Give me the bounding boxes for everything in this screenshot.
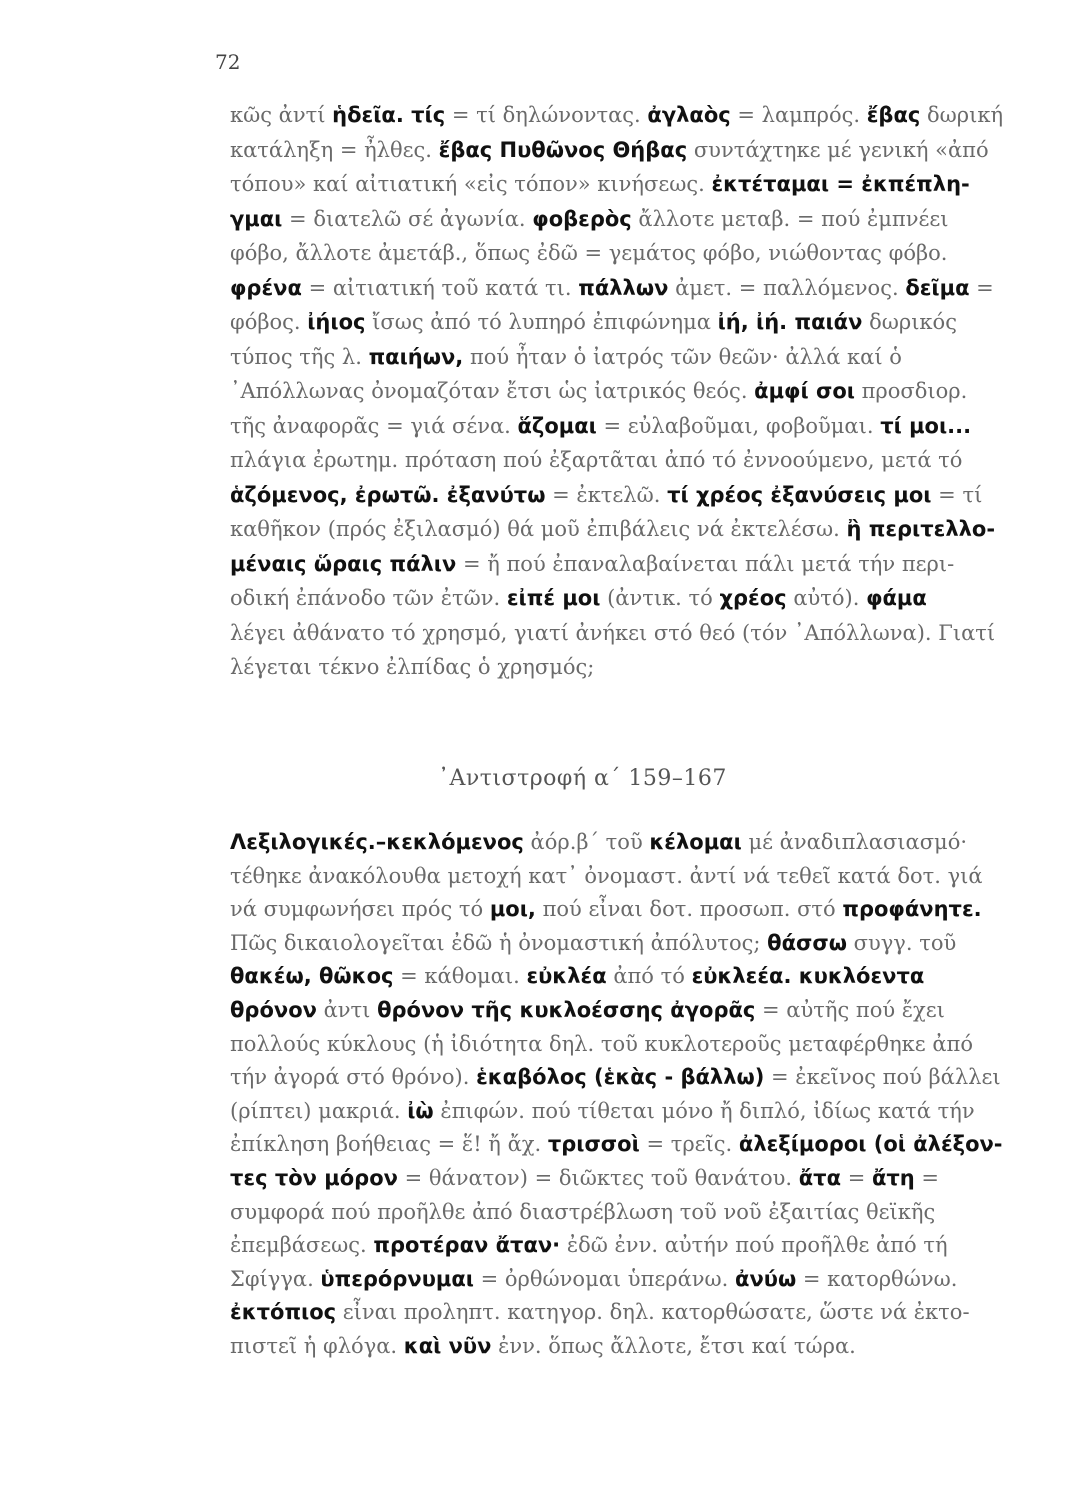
headword: ἅζομαι xyxy=(517,413,597,438)
headword: ἑκαβόλος (ἑκὰς - βάλλω) xyxy=(476,1065,765,1090)
gloss-text: συγγ. τοῦ xyxy=(846,930,957,955)
gloss-text: πιστεῖ ἡ φλόγα. xyxy=(230,1333,404,1358)
headword: δεῖμα xyxy=(905,275,970,300)
vocabulary-paragraph xyxy=(230,826,1003,1364)
gloss-text: νά συμφωνήσει πρός τό xyxy=(230,897,490,922)
gloss-text: τήν ἀγορά στό θρόνο). xyxy=(230,1065,477,1090)
gloss-text: = ἤ πού ἐπαναλαβαίνεται πάλι μετά τήν περι- xyxy=(456,551,955,576)
text-line xyxy=(230,650,870,685)
gloss-text: καθῆκον (πρός ἐξιλασμό) θά μοῦ ἐπιβάλεις νά ἐκτελέσω. xyxy=(230,517,847,541)
text-line xyxy=(230,305,957,340)
gloss-text: πού εἶναι δοτ. προσωπ. στό xyxy=(535,897,843,922)
text-line xyxy=(230,98,1004,133)
headword: ἐκτέταμαι = ἐκπέπλη- xyxy=(711,172,970,196)
gloss-text: Πῶς δικαιολογεῖται ἐδῶ ἡ ὀνομαστική ἀπόλυτος; xyxy=(230,930,768,955)
gloss-text: πολλούς κύκλους (ἡ ἰδιότητα δηλ. τοῦ κυκλοτεροῦς μεταφέρθηκε ἀπό xyxy=(230,1031,973,1056)
gloss-text: λέγεται τέκνο ἐλπίδας ὁ χρησμός; xyxy=(230,655,595,679)
headword: εἰπέ μοι xyxy=(506,586,601,610)
gloss-text: ἐπιφών. πού τίθεται μόνο ἤ διπλό, ἰδίως κατά τήν xyxy=(433,1098,975,1123)
gloss-text: = τί δηλώνοντας. xyxy=(445,103,648,127)
gloss-text: συντάχτηκε μέ γενική «ἀπό xyxy=(687,137,989,162)
gloss-text: δωρική xyxy=(920,103,1004,127)
gloss-text: κατάληξη = ἦλθες. xyxy=(230,137,439,162)
commentary-paragraph xyxy=(230,98,1004,685)
headword: ἄτα xyxy=(798,1165,842,1190)
gloss-text: τόπου» καί αἰτιατική «εἰς τόπον» κινήσεως. xyxy=(230,172,712,196)
headword: θρόνον τῆς κυκλοέσσης ἀγορᾶς xyxy=(377,997,756,1022)
gloss-text: δωρικός xyxy=(862,310,957,334)
gloss-text: ἀμετ. = παλλόμενος. xyxy=(668,275,906,300)
gloss-text: φόβο, ἄλλοτε ἀμετάβ., ὅπως ἐδῶ = γεμάτος φόβο, νιώθοντας φόβο. xyxy=(230,241,948,265)
headword: εὐκλέα xyxy=(526,964,607,989)
text-line xyxy=(230,1263,958,1297)
text-line xyxy=(230,547,955,582)
gloss-text: προσδιορ. xyxy=(854,379,968,403)
text-line xyxy=(230,512,996,547)
headword: ἀνύω xyxy=(735,1266,797,1291)
headword: θακέω, θῶκος xyxy=(230,964,394,989)
text-line xyxy=(230,826,968,860)
gloss-text: = ἐκτελῶ. xyxy=(545,482,668,507)
gloss-text: = ὀρθώνομαι ὑπεράνω. xyxy=(473,1266,736,1291)
gloss-text: = τρεῖς. xyxy=(639,1132,739,1157)
headword: ἀμφί σοι xyxy=(754,379,855,403)
text-line xyxy=(230,478,983,513)
text-line xyxy=(230,374,968,409)
gloss-text: = αὐτῆς πού ἔχει xyxy=(755,997,945,1022)
headword: κέλομαι xyxy=(649,830,742,854)
gloss-text: τύπος τῆς λ. xyxy=(230,344,369,369)
headword: καὶ νῦν xyxy=(403,1333,492,1358)
gloss-text: = διατελῶ σέ ἀγωνία. xyxy=(282,206,533,231)
headword: ἁζόμενος, ἐρωτῶ. ἐξανύτω xyxy=(230,482,546,507)
gloss-text: = λαμπρός. xyxy=(730,103,867,127)
headword: τρισσοὶ xyxy=(547,1132,640,1157)
gloss-text: (ἀντικ. τό xyxy=(600,586,720,610)
gloss-text: κῶς ἀντί xyxy=(230,103,333,127)
headword: ἀγλαὸς xyxy=(647,103,731,127)
gloss-text: ἀντι xyxy=(316,997,378,1022)
gloss-text: = ἐκεῖνος πού βάλλει xyxy=(764,1065,1001,1090)
headword: χρέος xyxy=(719,586,787,610)
gloss-text: λέγει ἀθάνατο τό χρησμό, γιατί ἀνήκει στό θεό (τόν ᾿Απόλλωνα). Γιατί xyxy=(230,620,996,645)
text-line xyxy=(230,616,996,651)
text-line xyxy=(230,1229,948,1263)
gloss-text: = εὐλαβοῦμαι, φοβοῦμαι. xyxy=(596,413,881,438)
gloss-text: αὐτό). xyxy=(786,586,867,610)
headword: ἡδεῖα. τίς xyxy=(332,103,446,127)
headword: ἢ περιτελλο- xyxy=(846,517,996,541)
gloss-text: τέθηκε ἀνακόλουθα μετοχή κατ᾿ ὀνομαστ. ἀντί νά τεθεῖ κατά δοτ. γιά xyxy=(230,863,983,888)
section-heading: ᾿Αντιστροφή α΄ 159–167 xyxy=(438,766,727,791)
headword: ἰή, ἰή. παιάν xyxy=(717,310,863,334)
gloss-text: = xyxy=(969,275,994,300)
text-line xyxy=(230,202,949,237)
gloss-text: ᾿Απόλλωνας ὀνομαζόταν ἔτσι ὡς ἰατρικός θεός. xyxy=(230,379,755,403)
text-line xyxy=(230,1028,973,1062)
gloss-text: εἶναι προληπτ. κατηγορ. δηλ. κατορθώσατε, ὥστε νά ἐκτο- xyxy=(336,1300,970,1325)
headword: ἰήιος xyxy=(307,310,366,334)
text-line xyxy=(230,1128,1003,1162)
gloss-text: ἄλλοτε μεταβ. = πού ἐμπνέει xyxy=(631,206,949,231)
text-line xyxy=(230,1296,970,1330)
gloss-text: συμφορά πού προῆλθε ἀπό διαστρέβλωση τοῦ νοῦ ἐξαιτίας θεϊκῆς xyxy=(230,1199,936,1224)
gloss-text: ἐνν. ὅπως ἄλλοτε, ἔτσι καί τώρα. xyxy=(491,1333,856,1358)
headword: γμαι xyxy=(230,206,283,231)
headword: τες τὸν μόρον xyxy=(230,1165,398,1190)
gloss-text: τῆς ἀναφορᾶς = γιά σένα. xyxy=(230,413,518,438)
gloss-text: φόβος. xyxy=(230,310,308,334)
gloss-text: πλάγια ἐρωτημ. πρόταση πού ἐξαρτᾶται ἀπό τό ἐννοούμενο, μετά τό xyxy=(230,448,963,472)
text-line xyxy=(230,443,963,478)
text-line xyxy=(230,409,972,444)
headword: προτέραν ἄταν· xyxy=(373,1233,561,1258)
text-line xyxy=(230,1061,1001,1095)
gloss-text: (ρίπτει) μακριά. xyxy=(230,1098,408,1123)
gloss-text: πού ἦταν ὁ ἰατρός τῶν θεῶν· ἀλλά καί ὁ xyxy=(463,344,902,369)
gloss-text: ἐδῶ ἐνν. αὐτήν πού προῆλθε ἀπό τή xyxy=(560,1233,948,1258)
headword: ἰὼ xyxy=(407,1098,434,1123)
text-line xyxy=(230,167,970,202)
gloss-text: ἐπίκληση βοήθειας = ἕ! ἤ ἄχ. xyxy=(230,1132,548,1157)
text-line xyxy=(230,340,902,375)
headword: ἄτη xyxy=(871,1165,915,1190)
headword: φάμα xyxy=(866,586,927,610)
gloss-text: ἀπό τό xyxy=(606,964,692,989)
gloss-text: οδική ἐπάνοδο τῶν ἐτῶν. xyxy=(230,586,507,610)
gloss-text: = κατορθώνω. xyxy=(796,1266,958,1291)
headword: ὑπερόρνυμαι xyxy=(320,1266,474,1291)
text-line xyxy=(230,994,945,1028)
page-number: 72 xyxy=(215,50,241,74)
headword: τί μοι... xyxy=(880,413,972,438)
gloss-text: ἴσως ἀπό τό λυπηρό ἐπιφώνημα xyxy=(365,310,718,334)
text-line xyxy=(230,860,983,894)
text-line xyxy=(230,1162,940,1196)
headword: φρένα xyxy=(230,275,302,300)
gloss-text: ἀόρ.β΄ τοῦ xyxy=(523,830,650,854)
text-line xyxy=(230,133,989,168)
headword: παιήων, xyxy=(368,344,464,369)
text-line xyxy=(230,271,994,306)
headword: εὐκλεέα. κυκλόεντα xyxy=(691,964,925,989)
headword: ἔβας xyxy=(866,103,921,127)
headword: μοι, xyxy=(489,897,536,922)
text-line xyxy=(230,1330,870,1364)
headword: πάλλων xyxy=(578,275,669,300)
headword: φοβερὸς xyxy=(532,206,632,231)
headword: θρόνον xyxy=(230,997,317,1022)
headword: ἔβας Πυθῶνος Θήβας xyxy=(438,137,688,162)
headword: Λεξιλογικές.–κεκλόμενος xyxy=(230,830,524,854)
gloss-text: Σφίγγα. xyxy=(230,1266,321,1291)
headword: θάσσω xyxy=(767,930,847,955)
gloss-text: μέ ἀναδιπλασιασμό· xyxy=(741,830,968,854)
text-line xyxy=(230,1095,975,1129)
gloss-text: = xyxy=(841,1165,872,1190)
gloss-text: ἐπεμβάσεως. xyxy=(230,1233,374,1258)
headword: ἐκτόπιος xyxy=(230,1300,337,1325)
text-line xyxy=(230,927,957,961)
gloss-text: = xyxy=(914,1165,940,1190)
headword: τί χρέος ἐξανύσεις μοι xyxy=(667,482,932,507)
headword: προφάνητε. xyxy=(842,897,982,922)
text-line xyxy=(230,236,948,271)
gloss-text: = θάνατον) = διῶκτες τοῦ θανάτου. xyxy=(397,1165,799,1190)
gloss-text: = τί xyxy=(931,482,983,507)
text-line xyxy=(230,1196,936,1230)
headword: ἀλεξίμοροι (οἱ ἀλέξον- xyxy=(738,1132,1003,1157)
text-line xyxy=(230,581,927,616)
text-line xyxy=(230,893,982,927)
gloss-text: = κάθομαι. xyxy=(393,964,527,989)
gloss-text: = αἰτιατική τοῦ κατά τι. xyxy=(301,275,579,300)
text-line xyxy=(230,960,925,994)
headword: μέναις ὥραις πάλιν xyxy=(230,551,457,576)
